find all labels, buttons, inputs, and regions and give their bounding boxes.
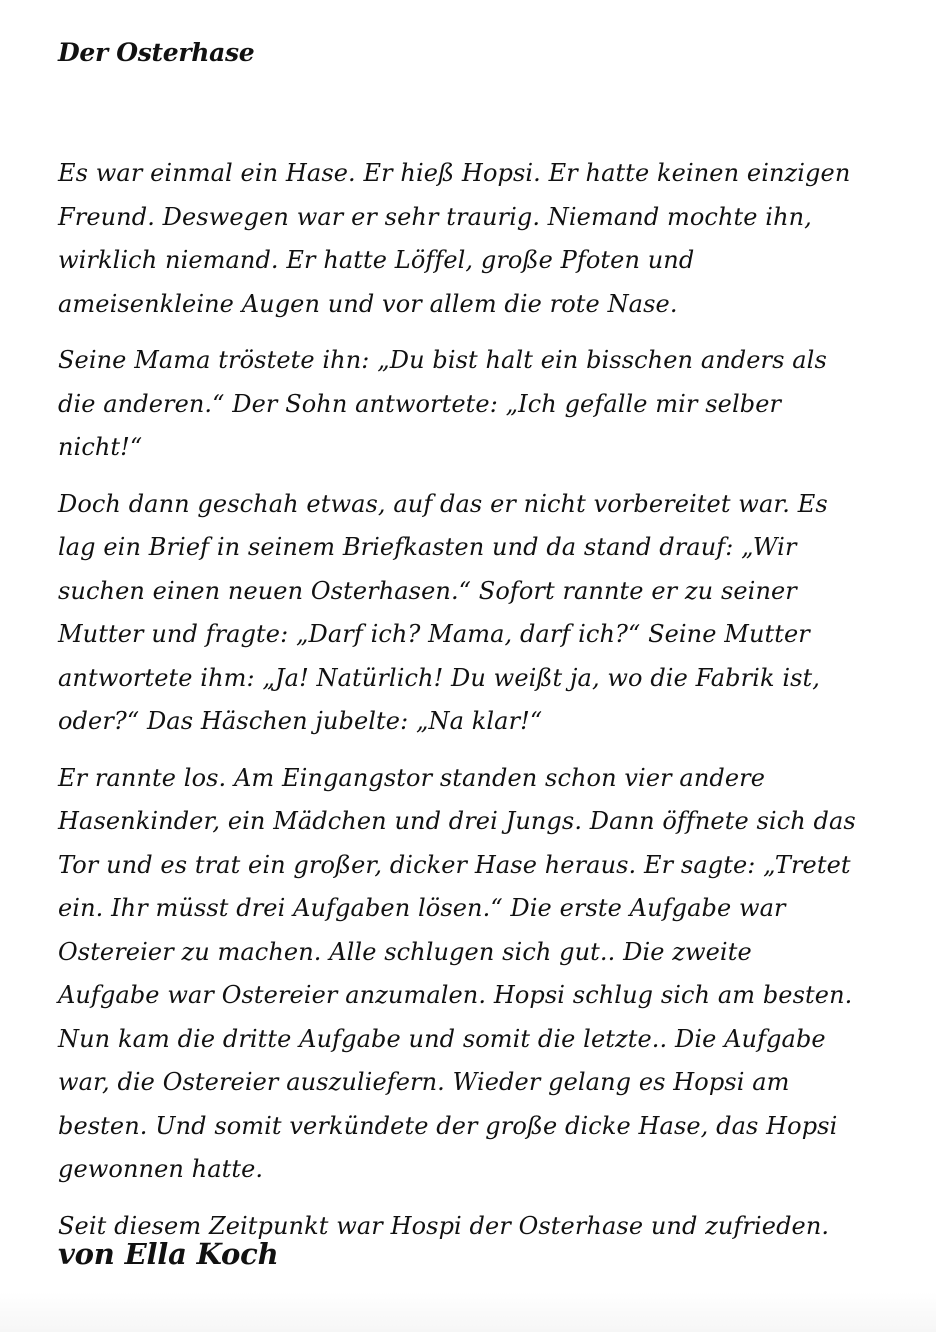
story-body <box>58 152 856 1248</box>
paragraph-5: Seit diesem Zeitpunkt war Hospi der Osterhase und zufrieden. <box>58 1211 830 1240</box>
page-bottom-shade <box>0 1292 936 1332</box>
paragraph-3: Doch dann geschah etwas, auf das er nicht vorbereitet war. Es lag ein Brief in seinem Briefkasten und da stand drauf: „Wir suchen einen neuen Osterhasen.“ Sofort rannte er zu seiner Mutter und fragte: „Darf ich? Mama, darf ich?“ Seine Mutter antwortete ihm: „Ja! Natürlich! Du weißt ja, wo die Fabrik ist, oder?“ Das Häschen jubelte: „Na klar!“ <box>58 489 828 735</box>
author-signature: von Ella Koch <box>58 1237 279 1271</box>
paragraph-1: Es war einmal ein Hase. Er hieß Hopsi. Er hatte keinen einzigen Freund. Deswegen war er sehr traurig. Niemand mochte ihn, wirklich niemand. Er hatte Löffel, große Pfoten und ameisenkleine Augen und vor allem die rote Nase. <box>58 159 851 318</box>
story-title: Der Osterhase <box>58 38 255 67</box>
paragraph-2: Seine Mama tröstete ihn: „Du bist halt ein bisschen anders als die anderen.“ Der Sohn antwortete: „Ich gefalle mir selber nicht!“ <box>58 346 827 461</box>
paragraph-4: Er rannte los. Am Eingangstor standen schon vier andere Hasenkinder, ein Mädchen und drei Jungs. Dann öffnete sich das Tor und es trat ein großer, dicker Hase heraus. Er sagte: „Tretet ein. Ihr müsst drei Aufgaben lösen.“ Die erste Aufgabe war Ostereier zu machen. Alle schlugen sich gut.. Die zweite Aufgabe war Ostereier anzumalen. Hopsi schlug sich am besten. Nun kam die dritte Aufgabe und somit die letzte.. Die Aufgabe war, die Ostereier auszuliefern. Wieder gelang es Hopsi am besten. Und somit verkündete der große dicke Hase, das Hopsi gewonnen hatte. <box>58 763 856 1183</box>
